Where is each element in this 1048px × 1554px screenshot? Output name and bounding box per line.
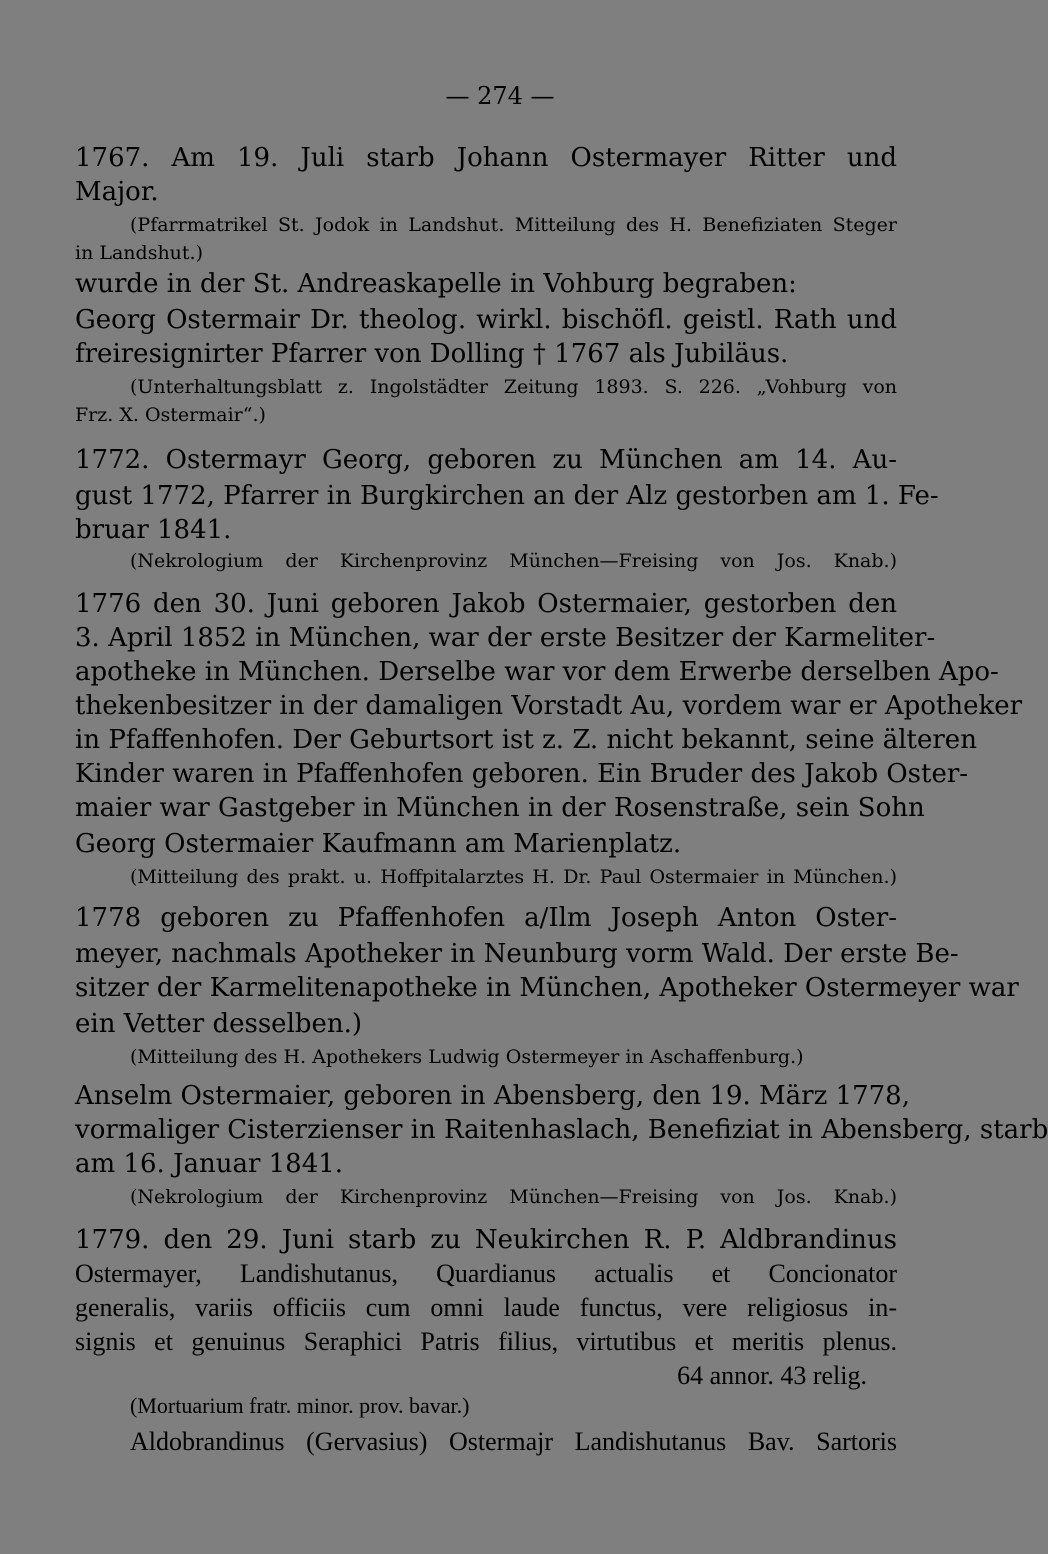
citation-line: (Nekrologium der Kirchenprovinz München—Freising von Jos. Knab.) [130, 550, 897, 572]
text-line: 1767. Am 19. Juli starb Johann Ostermayer Ritter und [75, 143, 897, 173]
citation-line: (Nekrologium der Kirchenprovinz München—Freising von Jos. Knab.) [130, 1186, 897, 1208]
text-line: am 16. Januar 1841. [75, 1149, 344, 1179]
text-line: Major. [75, 177, 159, 207]
text-line: Anselm Ostermaier, geboren in Abensberg, den 19. März 1778, [75, 1081, 910, 1111]
text-line: 1776 den 30. Juni geboren Jakob Ostermaier, gestorben den [75, 589, 897, 619]
text-line: Ostermayer, Landishutanus, Quardianus actualis et Concionator [75, 1259, 897, 1288]
text-line: 1779. den 29. Juni starb zu Neukirchen R. P. Aldbrandinus [75, 1225, 897, 1255]
citation-line: Frz. X. Ostermair“.) [75, 404, 266, 426]
text-line: Georg Ostermaier Kaufmann am Marienplatz. [75, 829, 682, 859]
text-line: Georg Ostermair Dr. theolog. wirkl. bischöfl. geistl. Rath und [75, 305, 897, 335]
text-line: 1772. Ostermayr Georg, geboren zu München am 14. Au- [75, 445, 897, 475]
text-line: vormaliger Cisterzienser in Raitenhaslach, Benefiziat in Abensberg, starb [75, 1115, 1048, 1145]
text-line: generalis, variis officiis cum omni laude functus, vere religiosus in- [75, 1293, 897, 1322]
text-line: thekenbesitzer in der damaligen Vorstadt Au, vordem war er Apotheker [75, 691, 1023, 721]
citation-line: in Landshut.) [75, 242, 204, 264]
text-line: Kinder waren in Pfaffenhofen geboren. Ein Bruder des Jakob Oster- [75, 759, 969, 789]
page-number: — 274 — [445, 82, 555, 110]
text-line: 1778 geboren zu Pfaffenhofen a/Ilm Joseph Anton Oster- [75, 903, 897, 933]
citation-line: (Pfarrmatrikel St. Jodok in Landshut. Mitteilung des H. Benefiziaten Steger [130, 214, 897, 236]
text-line: Aldobrandinus (Gervasius) Ostermajr Landishutanus Bav. Sartoris [130, 1427, 897, 1456]
text-line: apotheke in München. Derselbe war vor dem Erwerbe derselben Apo- [75, 657, 999, 687]
text-line: ein Vetter desselben.) [75, 1009, 363, 1039]
citation-line: (Unterhaltungsblatt z. Ingolstädter Zeitung 1893. S. 226. „Vohburg von [130, 376, 897, 398]
text-line: freiresignirter Pfarrer von Dolling † 1767 als Jubiläus. [75, 339, 789, 369]
text-line: sitzer der Karmelitenapotheke in München, Apotheker Ostermeyer war [75, 973, 1019, 1003]
text-line: bruar 1841. [75, 515, 232, 545]
citation-line: (Mitteilung des H. Apothekers Ludwig Ostermeyer in Aschaffenburg.) [130, 1046, 804, 1068]
text-line: signis et genuinus Seraphici Patris filius, virtutibus et meritis plenus. [75, 1327, 897, 1356]
text-line: wurde in der St. Andreaskapelle in Vohburg begraben: [75, 269, 797, 299]
citation-line: (Mortuarium fratr. minor. prov. bavar.) [130, 1393, 470, 1418]
citation-line: (Mitteilung des prakt. u. Hoffpitalarztes H. Dr. Paul Ostermaier in München.) [130, 866, 897, 888]
text-line: 64 annor. 43 relig. [677, 1361, 867, 1390]
text-line: meyer, nachmals Apotheker in Neunburg vorm Wald. Der erste Be- [75, 939, 959, 969]
text-line: 3. April 1852 in München, war der erste Besitzer der Karmeliter- [75, 623, 936, 653]
text-line: maier war Gastgeber in München in der Rosenstraße, sein Sohn [75, 793, 925, 823]
text-line: gust 1772, Pfarrer in Burgkirchen an der Alz gestorben am 1. Fe- [75, 481, 939, 511]
text-line: in Pfaffenhofen. Der Geburtsort ist z. Z. nicht bekannt, seine älteren [75, 725, 977, 755]
